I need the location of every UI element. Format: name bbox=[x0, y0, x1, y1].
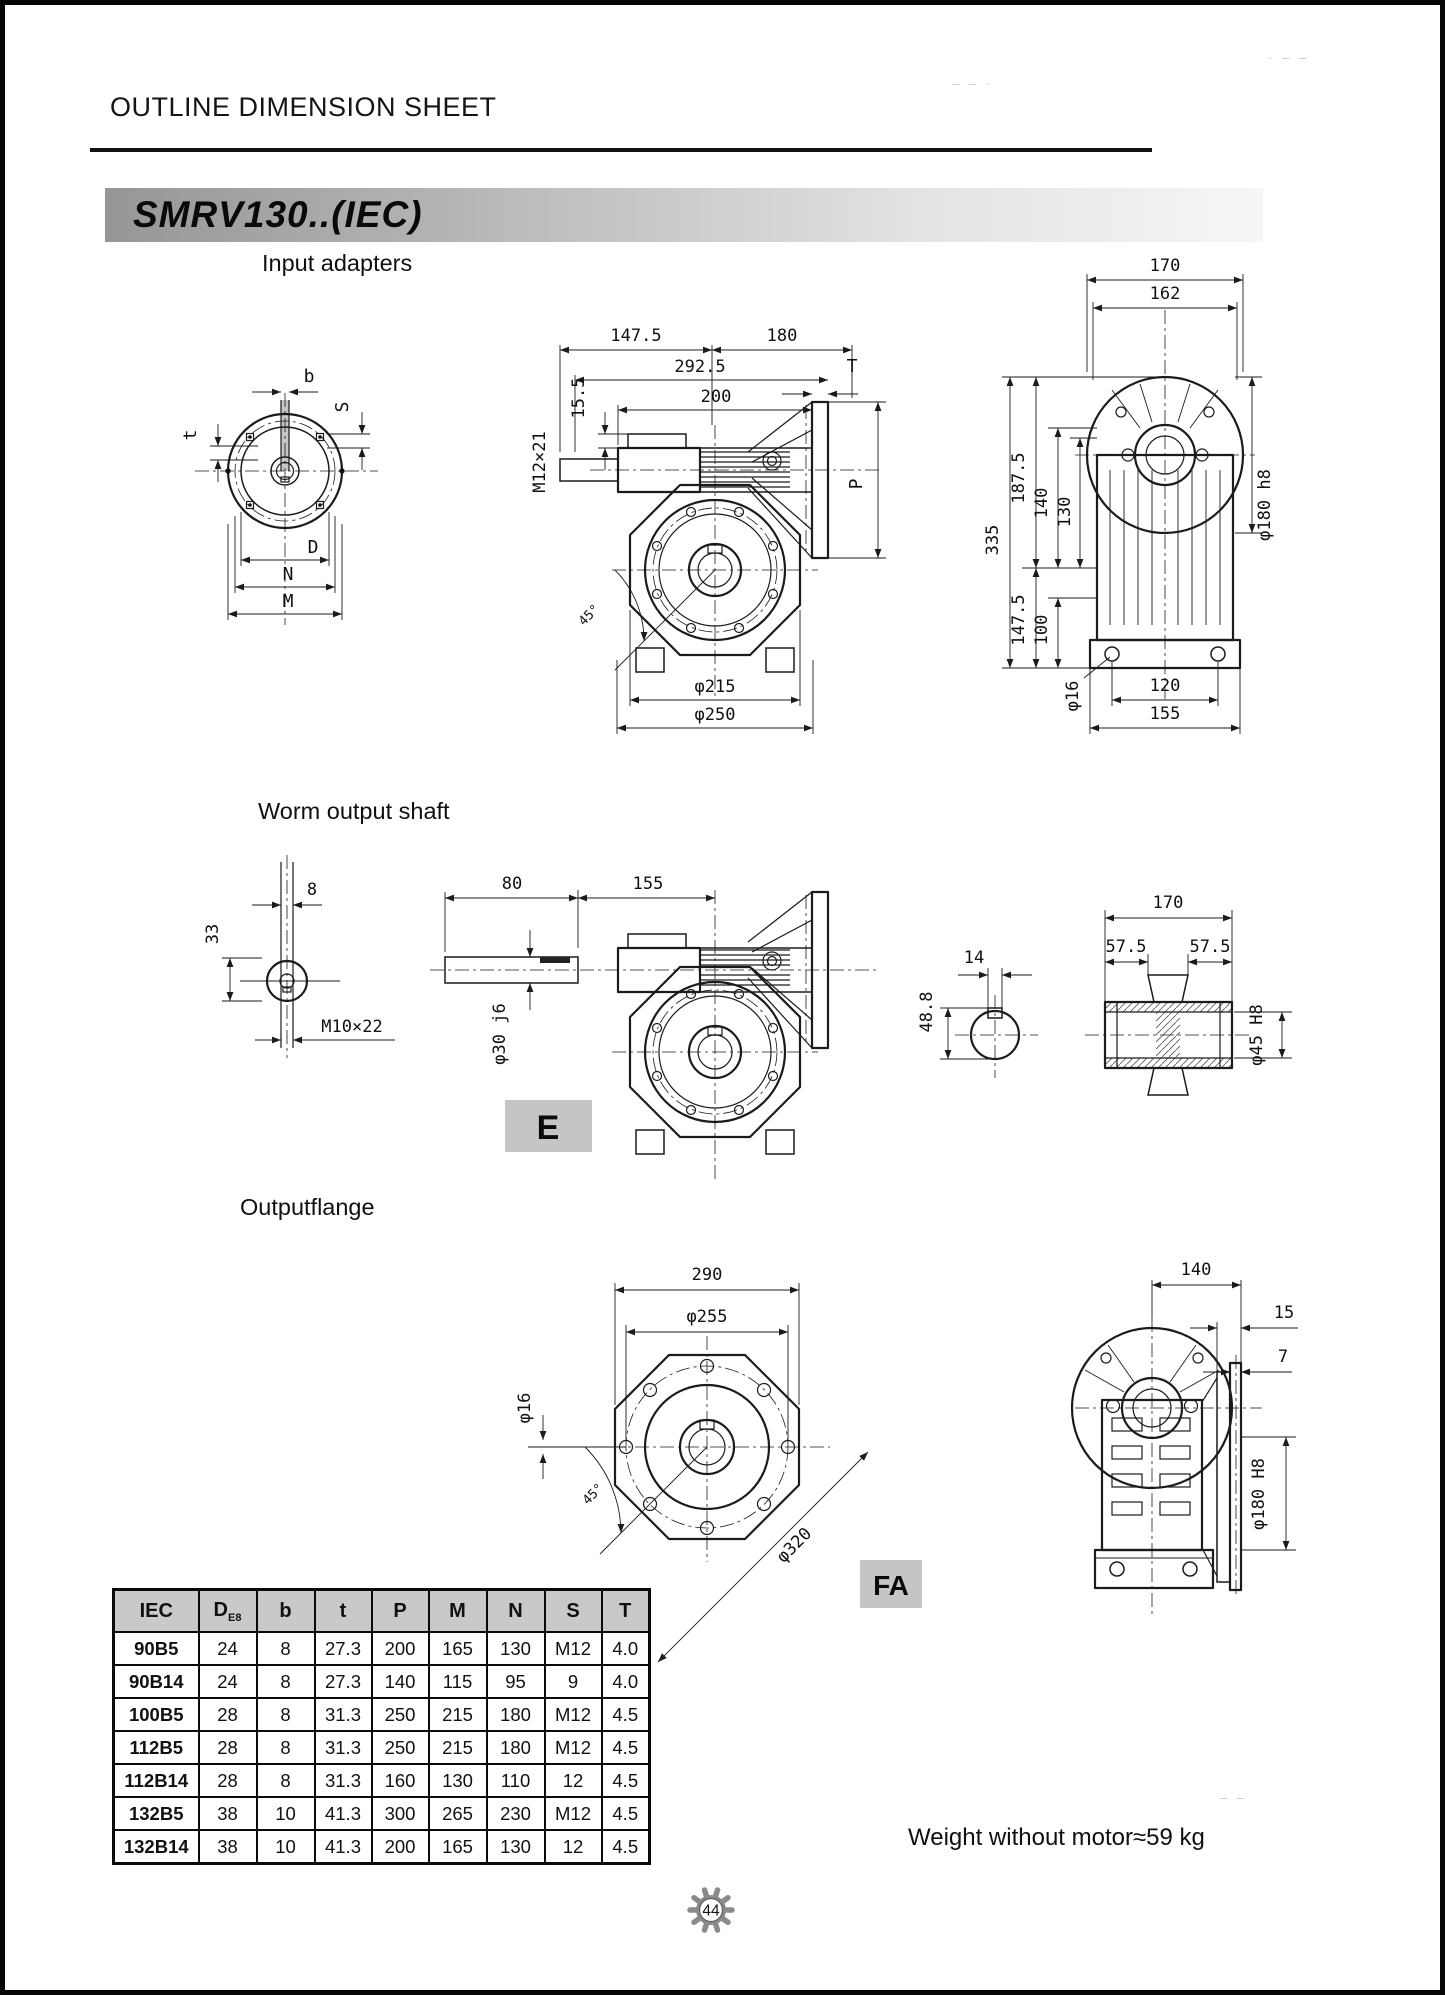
value-cell: 28 bbox=[199, 1731, 257, 1764]
value-cell: M12 bbox=[545, 1632, 602, 1665]
dim-worm-side-80: 80 bbox=[501, 874, 523, 894]
value-cell: 4.5 bbox=[602, 1797, 650, 1830]
dim-rear-100: 100 bbox=[1032, 614, 1052, 646]
value-cell: 4.5 bbox=[602, 1830, 650, 1864]
scan-artifact: · – – bbox=[1268, 50, 1310, 65]
value-cell: 95 bbox=[487, 1665, 545, 1698]
section-label-input-adapters: Input adapters bbox=[262, 250, 413, 276]
dim-rear-162: 162 bbox=[1149, 284, 1181, 304]
value-cell: 300 bbox=[372, 1797, 429, 1830]
table-header-row bbox=[114, 1590, 650, 1633]
dim-side-angle: 45° bbox=[575, 601, 604, 630]
worm-shaft-hollow-section-drawing bbox=[1085, 893, 1292, 1095]
col-header-t: t bbox=[315, 1590, 372, 1633]
value-cell: 160 bbox=[372, 1764, 429, 1797]
value-cell: 28 bbox=[199, 1698, 257, 1731]
value-cell: 38 bbox=[199, 1797, 257, 1830]
value-cell: 230 bbox=[487, 1797, 545, 1830]
input-adapter-rear-view-drawing bbox=[983, 256, 1275, 734]
value-cell: 24 bbox=[199, 1632, 257, 1665]
value-cell: 31.3 bbox=[315, 1698, 372, 1731]
value-cell: 250 bbox=[372, 1731, 429, 1764]
col-header-m: M bbox=[429, 1590, 487, 1633]
value-cell: 4.5 bbox=[602, 1731, 650, 1764]
value-cell: 200 bbox=[372, 1632, 429, 1665]
table-row bbox=[114, 1764, 650, 1797]
dim-worm-end-33: 33 bbox=[203, 923, 223, 945]
dim-oflange-phi16: φ16 bbox=[515, 1392, 535, 1424]
value-cell: 31.3 bbox=[315, 1731, 372, 1764]
page-title: OUTLINE DIMENSION SHEET bbox=[110, 92, 497, 122]
col-header-iec: IEC bbox=[114, 1590, 199, 1633]
dim-rear-155: 155 bbox=[1149, 704, 1181, 724]
model-cell: 132B14 bbox=[114, 1830, 199, 1864]
table-row bbox=[114, 1797, 650, 1830]
input-adapter-side-view-drawing bbox=[530, 326, 886, 734]
dim-side-200: 200 bbox=[700, 387, 732, 407]
dim-hollow-phi45: φ45 H8 bbox=[1247, 1004, 1267, 1066]
dim-rear-170: 170 bbox=[1149, 256, 1181, 276]
dim-side-215: φ215 bbox=[694, 677, 736, 697]
dim-side-thread: M12×21 bbox=[530, 431, 550, 493]
value-cell: M12 bbox=[545, 1731, 602, 1764]
dim-worm-end-8: 8 bbox=[306, 880, 318, 900]
iec-dimension-table bbox=[112, 1588, 651, 1865]
value-cell: 250 bbox=[372, 1698, 429, 1731]
value-cell: 31.3 bbox=[315, 1764, 372, 1797]
value-cell: 10 bbox=[257, 1797, 315, 1830]
value-cell: M12 bbox=[545, 1797, 602, 1830]
model-cell: 132B5 bbox=[114, 1797, 199, 1830]
col-header-d-sub: E8 bbox=[227, 1611, 242, 1624]
dim-oflange-255: φ255 bbox=[686, 1307, 728, 1327]
value-cell: 38 bbox=[199, 1830, 257, 1864]
worm-shaft-side-view-drawing bbox=[430, 874, 880, 1180]
dim-side-250: φ250 bbox=[694, 705, 736, 725]
dim-hollow-57-5-r: 57.5 bbox=[1189, 937, 1231, 957]
model-title: SMRV130..(IEC) bbox=[133, 194, 423, 235]
dim-fa-140: 140 bbox=[1180, 1260, 1212, 1280]
view-tag-e: E bbox=[536, 1109, 560, 1147]
value-cell: 215 bbox=[429, 1698, 487, 1731]
value-cell: 41.3 bbox=[315, 1830, 372, 1864]
dim-front-s: S bbox=[332, 401, 353, 413]
dim-fa-phi180: φ180 H8 bbox=[1249, 1458, 1269, 1530]
scan-artifact: – – · bbox=[952, 76, 994, 91]
table-row bbox=[114, 1830, 650, 1864]
weight-note: Weight without motor≈59 kg bbox=[908, 1824, 1205, 1851]
dim-bore-48-8: 48.8 bbox=[917, 991, 937, 1033]
output-flange-side-view-drawing bbox=[860, 1260, 1298, 1615]
value-cell: 4.5 bbox=[602, 1764, 650, 1797]
value-cell: 8 bbox=[257, 1698, 315, 1731]
value-cell: 8 bbox=[257, 1632, 315, 1665]
value-cell: 110 bbox=[487, 1764, 545, 1797]
value-cell: 165 bbox=[429, 1632, 487, 1665]
value-cell: 4.0 bbox=[602, 1632, 650, 1665]
col-header-d bbox=[199, 1590, 257, 1633]
dim-fa-7: 7 bbox=[1277, 1347, 1289, 1367]
dim-rear-phi16: φ16 bbox=[1063, 680, 1083, 712]
value-cell: 8 bbox=[257, 1665, 315, 1698]
page-number-gear bbox=[685, 1884, 737, 1936]
dim-worm-end-thread: M10×22 bbox=[321, 1017, 383, 1037]
table-row bbox=[114, 1632, 650, 1665]
dim-side-t: T bbox=[846, 356, 858, 377]
value-cell: 27.3 bbox=[315, 1632, 372, 1665]
value-cell: 180 bbox=[487, 1698, 545, 1731]
dim-rear-147-5: 147.5 bbox=[1009, 594, 1029, 646]
value-cell: 4.5 bbox=[602, 1698, 650, 1731]
value-cell: 130 bbox=[429, 1764, 487, 1797]
dim-front-t: t bbox=[180, 429, 201, 441]
col-header-b: b bbox=[257, 1590, 315, 1633]
model-cell: 90B14 bbox=[114, 1665, 199, 1698]
value-cell: 165 bbox=[429, 1830, 487, 1864]
dim-rear-187-5: 187.5 bbox=[1009, 452, 1029, 504]
dim-rear-130: 130 bbox=[1055, 496, 1075, 528]
worm-shaft-end-view-drawing bbox=[203, 855, 395, 1058]
value-cell: 41.3 bbox=[315, 1797, 372, 1830]
table-row bbox=[114, 1698, 650, 1731]
model-cell: 112B5 bbox=[114, 1731, 199, 1764]
dim-side-180: 180 bbox=[766, 326, 798, 346]
value-cell: 8 bbox=[257, 1731, 315, 1764]
dim-rear-phi180: φ180 h8 bbox=[1255, 469, 1275, 541]
value-cell: 9 bbox=[545, 1665, 602, 1698]
value-cell: 140 bbox=[372, 1665, 429, 1698]
table-row bbox=[114, 1665, 650, 1698]
value-cell: 115 bbox=[429, 1665, 487, 1698]
dim-oflange-320: φ320 bbox=[772, 1523, 817, 1568]
dim-hollow-57-5-l: 57.5 bbox=[1105, 937, 1147, 957]
col-header-s: S bbox=[545, 1590, 602, 1633]
value-cell: 27.3 bbox=[315, 1665, 372, 1698]
dim-rear-120: 120 bbox=[1149, 676, 1181, 696]
scan-artifact: – – bbox=[1220, 1790, 1248, 1805]
col-header-p: P bbox=[372, 1590, 429, 1633]
dim-worm-side-phi30: φ30 j6 bbox=[490, 1003, 510, 1065]
view-tag-fa: FA bbox=[873, 1570, 909, 1601]
value-cell: 28 bbox=[199, 1764, 257, 1797]
dim-front-n: N bbox=[282, 564, 294, 585]
col-header-d-main: D bbox=[213, 1598, 228, 1621]
dim-fa-15: 15 bbox=[1273, 1303, 1295, 1323]
dim-hollow-170: 170 bbox=[1152, 893, 1184, 913]
section-label-outputflange: Outputflange bbox=[240, 1194, 375, 1220]
col-header-n: N bbox=[487, 1590, 545, 1633]
value-cell: 130 bbox=[487, 1830, 545, 1864]
model-cell: 90B5 bbox=[114, 1632, 199, 1665]
value-cell: M12 bbox=[545, 1698, 602, 1731]
dim-front-d: D bbox=[307, 537, 319, 558]
dim-side-15-5: 15.5 bbox=[569, 377, 589, 419]
spec-table-body bbox=[114, 1632, 650, 1864]
dim-side-147-5: 147.5 bbox=[610, 326, 662, 346]
model-cell: 112B14 bbox=[114, 1764, 199, 1797]
worm-shaft-bore-view-drawing bbox=[917, 948, 1038, 1078]
dim-rear-335: 335 bbox=[983, 524, 1003, 556]
value-cell: 12 bbox=[545, 1764, 602, 1797]
value-cell: 8 bbox=[257, 1764, 315, 1797]
col-header-t-cap: T bbox=[602, 1590, 650, 1633]
dim-side-p: P bbox=[846, 478, 867, 490]
dim-rear-140: 140 bbox=[1032, 487, 1052, 519]
section-label-worm-output-shaft: Worm output shaft bbox=[258, 798, 450, 824]
value-cell: 4.0 bbox=[602, 1665, 650, 1698]
value-cell: 180 bbox=[487, 1731, 545, 1764]
dim-front-m: M bbox=[282, 591, 294, 612]
dim-bore-14: 14 bbox=[963, 948, 985, 968]
dim-oflange-290: 290 bbox=[691, 1265, 723, 1285]
value-cell: 24 bbox=[199, 1665, 257, 1698]
input-adapter-front-view-drawing bbox=[180, 366, 378, 625]
value-cell: 10 bbox=[257, 1830, 315, 1864]
value-cell: 215 bbox=[429, 1731, 487, 1764]
table-row bbox=[114, 1731, 650, 1764]
dim-front-b: b bbox=[303, 366, 315, 387]
model-cell: 100B5 bbox=[114, 1698, 199, 1731]
dim-oflange-angle: 45° bbox=[579, 1480, 608, 1509]
value-cell: 265 bbox=[429, 1797, 487, 1830]
dim-side-292-5: 292.5 bbox=[674, 357, 726, 377]
value-cell: 12 bbox=[545, 1830, 602, 1864]
dim-worm-side-155: 155 bbox=[632, 874, 664, 894]
page-number: 44 bbox=[702, 1902, 720, 1920]
value-cell: 130 bbox=[487, 1632, 545, 1665]
value-cell: 200 bbox=[372, 1830, 429, 1864]
